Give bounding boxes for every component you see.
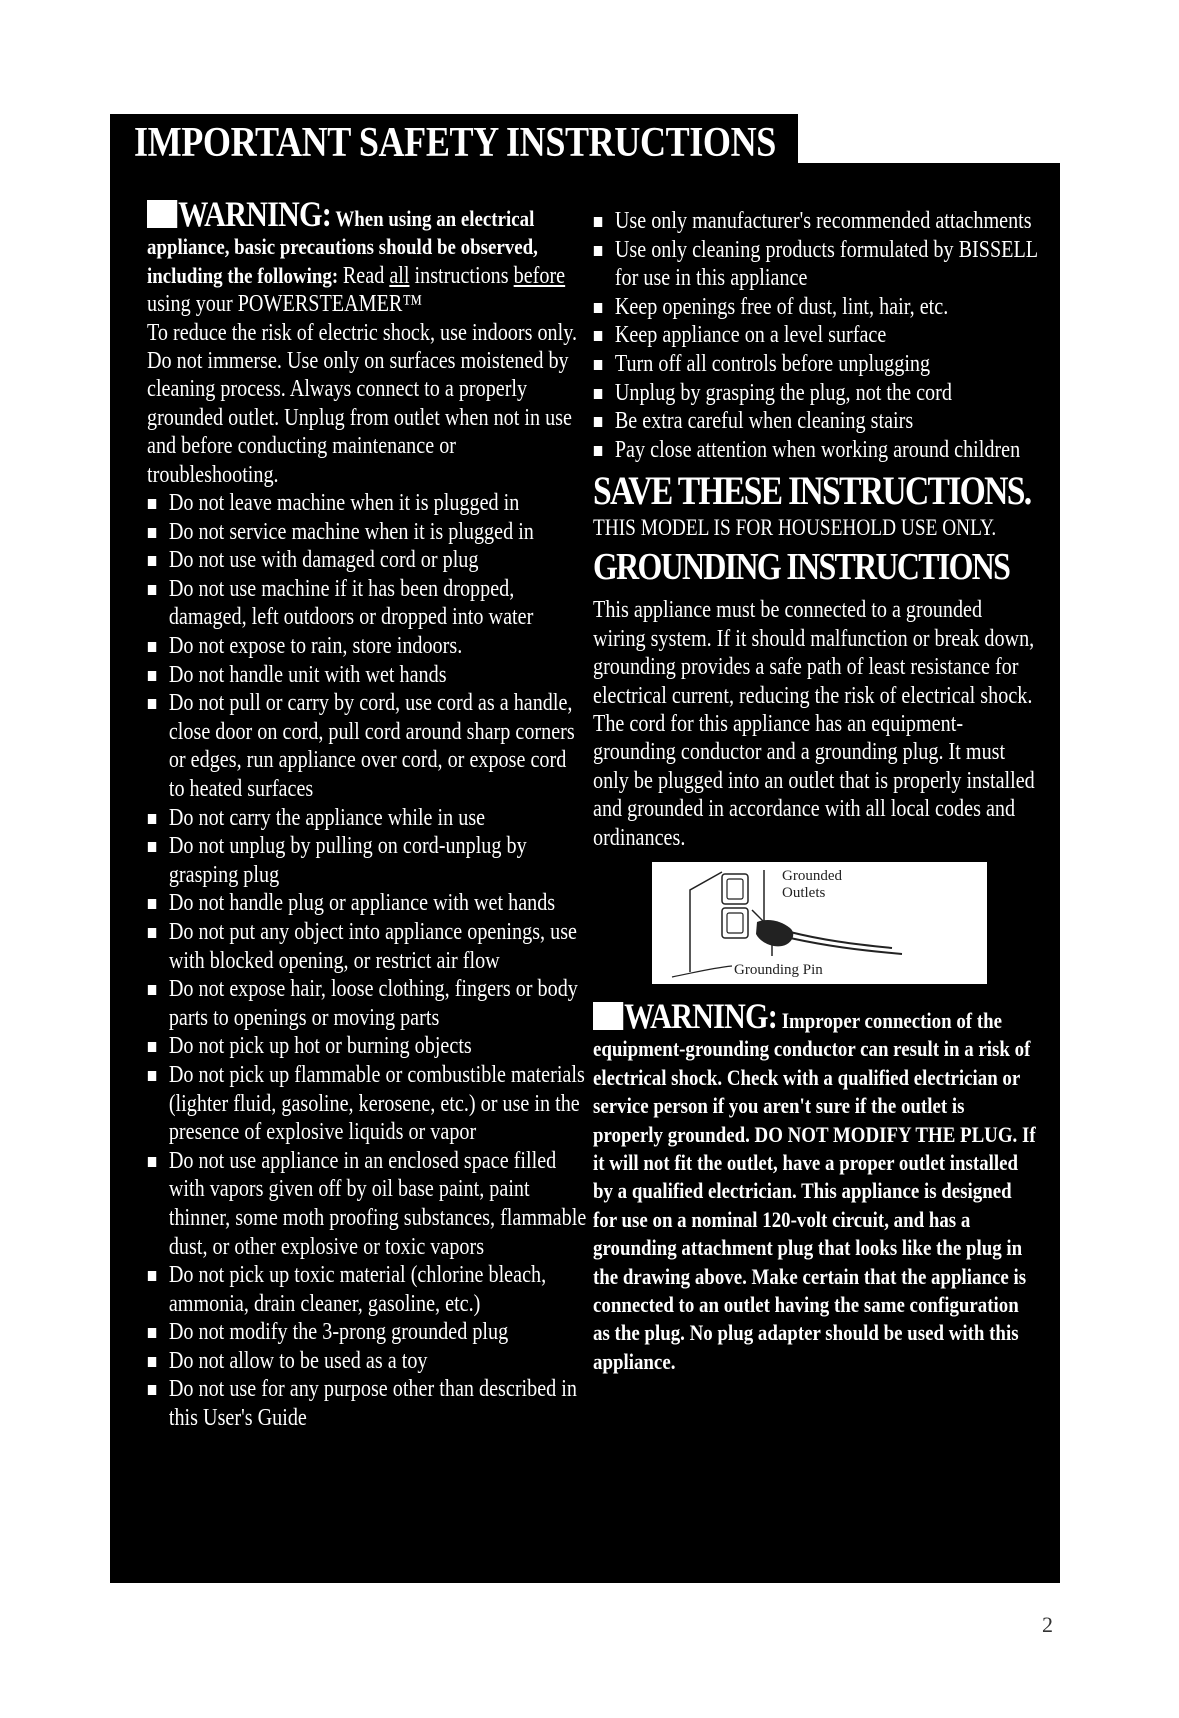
- left-bullet-item-text: Do not use appliance in an enclosed space filled with vapors given off by oil base paint, paint thinner, some moth proofing substances, flammable dust, or other explosive or toxic vapors: [168, 1147, 587, 1260]
- warning-marker-icon: [593, 1002, 623, 1030]
- grounding-title: GROUNDING INSTRUCTIONS: [593, 546, 1010, 589]
- left-bullet-item: [147, 975, 587, 1032]
- left-bullet-item: [147, 1061, 587, 1147]
- left-bullet-item: [147, 1261, 587, 1318]
- warning-lead-small: When using an electrical: [335, 206, 535, 231]
- left-bullet-item-text: Do not service machine when it is plugged in: [168, 518, 534, 545]
- right-bullet-item-text: Use only manufacturer's recommended attachments: [614, 208, 1032, 234]
- bullet-square-icon: [148, 642, 156, 652]
- bullet-square-icon: [594, 331, 602, 341]
- right-bullet-item: [593, 293, 1038, 322]
- right-bullet-item: [593, 379, 1038, 408]
- left-bullet-item: [147, 575, 587, 632]
- warning-word: WARNING:: [178, 194, 331, 234]
- bullet-square-icon: [148, 814, 156, 824]
- left-bullet-item: [147, 889, 587, 918]
- bullet-square-icon: [148, 1357, 156, 1367]
- bullet-square-icon: [594, 389, 602, 399]
- save-instructions-heading: SAVE THESE INSTRUCTIONS.: [593, 468, 1031, 514]
- warning-lead-bold: appliance, basic precautions should be observed, including the following:: [147, 234, 538, 288]
- using-text: using your POWERSTEAMER™: [147, 291, 423, 318]
- left-bullet-item-text: Do not carry the appliance while in use: [168, 804, 486, 831]
- right-bullet-item-text: Pay close attention when working around children: [614, 436, 1021, 463]
- right-bullet-item-text: Keep appliance on a level surface: [614, 322, 887, 349]
- bullet-square-icon: [148, 928, 156, 938]
- right-bullet-item: [593, 321, 1038, 350]
- left-bullet-item: [147, 661, 587, 690]
- bullet-square-icon: [148, 556, 156, 566]
- before-text: before: [513, 262, 566, 289]
- left-bullet-item: [147, 632, 587, 661]
- bullet-square-icon: [594, 217, 602, 227]
- bullet-square-icon: [148, 1271, 156, 1281]
- left-bullet-item: [147, 518, 587, 547]
- left-bullet-item-text: Do not pull or carry by cord, use cord as a handle, close door on cord, pull cord around sharp corners or edges, run appliance over cord, or expose cord to heated surfaces: [168, 690, 575, 802]
- bullet-square-icon: [148, 899, 156, 909]
- warning-word-2: WARNING:: [624, 996, 777, 1036]
- left-bullet-item-text: Do not put any object into appliance openings, use with blocked opening, or restrict air flow: [168, 918, 578, 974]
- warning-marker-icon: [147, 200, 177, 228]
- left-bullet-item-text: Do not use for any purpose other than described in this User's Guide: [168, 1376, 577, 1432]
- left-bullet-item-text: Do not use with damaged cord or plug: [168, 547, 479, 574]
- left-bullet-item: [147, 689, 587, 803]
- right-bullet-item: [593, 207, 1038, 236]
- bullet-square-icon: [148, 1328, 156, 1338]
- left-bullet-item-text: Do not handle plug or appliance with wet hands: [168, 890, 556, 917]
- page-title: IMPORTANT SAFETY INSTRUCTIONS: [134, 120, 776, 166]
- right-bullet-item-text: Unplug by grasping the plug, not the cord: [614, 379, 952, 406]
- left-bullet-item: [147, 804, 587, 833]
- right-bullet-item-text: Use only cleaning products formulated by BISSELL for use in this appliance: [614, 236, 1038, 292]
- right-column: [593, 207, 1038, 1376]
- left-bullet-item-text: Do not allow to be used as a toy: [168, 1347, 428, 1374]
- bullet-square-icon: [148, 699, 156, 709]
- grounded-outlets-label: Grounded Outlets: [782, 868, 842, 901]
- left-bullet-item-text: Do not leave machine when it is plugged in: [168, 490, 520, 517]
- bullet-square-icon: [594, 360, 602, 370]
- bullet-square-icon: [148, 499, 156, 509]
- right-bullet-item: [593, 407, 1038, 436]
- grounding-text: This appliance must be connected to a grounded wiring system. If it should malfunction or break down, grounding provides a safe path of least resistance for electrical current, reducing the risk of electrical shock. The cord for this appliance has an equipment-grounding conductor and a grounding plug. It must only be plugged into an outlet that is properly installed and grounded in accordance with all local codes and ordinances.: [593, 597, 1035, 851]
- warning-paragraph: To reduce the risk of electric shock, use indoors only. Do not immerse. Use only on surfaces moistened by cleaning process. Always connect to a properly grounded outlet. Unplug from outlet when not in use and before conducting maintenance or troubleshooting.: [147, 319, 578, 488]
- right-bullet-item: [593, 350, 1038, 379]
- right-bullet-item-text: Be extra careful when cleaning stairs: [614, 408, 914, 435]
- left-bullet-item: [147, 1375, 587, 1432]
- warning2-text: of the equipment-grounding conductor can result in a risk of electrical shock. Check with a qualified electrician or service person if you aren't sure if the outlet is properly grounded. DO NOT MODIFY THE PLUG. If it will not fit the outlet, have a proper outlet installed by a qualified electrician. This appliance is designed for use on a nominal 120-volt circuit, and has a grounding attachment plug that looks like the plug in the drawing above. Make certain that the appliance is connected to an outlet having the same configuration as the plug. No plug adapter should be used with this appliance.: [593, 1008, 1036, 1374]
- left-bullet-item: [147, 1318, 587, 1347]
- warning-grounding-block: [593, 996, 1038, 1376]
- bullet-square-icon: [148, 671, 156, 681]
- bullet-square-icon: [594, 246, 602, 256]
- left-bullet-item: [147, 1147, 587, 1261]
- left-bullet-item-text: Do not expose to rain, store indoors.: [168, 633, 463, 660]
- bullet-square-icon: [594, 417, 602, 427]
- warning2-lead: Improper connection: [781, 1008, 952, 1033]
- grounded-outlet-figure: [652, 862, 987, 984]
- left-bullet-item-text: Do not pick up flammable or combustible materials (lighter fluid, gasoline, kerosene, etc.) or use in the presence of explosive liquids or vapor: [168, 1061, 585, 1146]
- left-bullet-item: [147, 489, 587, 518]
- instructions-text: instructions: [414, 262, 509, 289]
- bullet-square-icon: [148, 1042, 156, 1052]
- bullet-square-icon: [148, 1385, 156, 1395]
- left-bullet-item-text: Do not handle unit with wet hands: [168, 661, 447, 688]
- right-bullet-item-text: Keep openings free of dust, lint, hair, etc.: [614, 293, 949, 320]
- warning-block: [147, 194, 587, 319]
- left-bullet-item: [147, 918, 587, 975]
- left-bullet-item: [147, 832, 587, 889]
- left-bullet-list: [147, 489, 587, 1433]
- right-bullet-item: [593, 236, 1038, 293]
- bullet-square-icon: [594, 446, 602, 456]
- grounding-pin-label: Grounding Pin: [734, 962, 823, 978]
- left-bullet-item-text: Do not modify the 3-prong grounded plug: [168, 1319, 509, 1346]
- left-bullet-item: [147, 1032, 587, 1061]
- page-number: 2: [1042, 1612, 1053, 1637]
- bullet-square-icon: [148, 1071, 156, 1081]
- bullet-square-icon: [148, 528, 156, 538]
- bullet-square-icon: [594, 303, 602, 313]
- bullet-square-icon: [148, 585, 156, 595]
- bullet-square-icon: [148, 985, 156, 995]
- read-text: Read: [342, 262, 385, 289]
- bullet-square-icon: [148, 842, 156, 852]
- left-bullet-item-text: Do not pick up hot or burning objects: [168, 1033, 472, 1060]
- left-bullet-item-text: Do not unplug by pulling on cord-unplug by grasping plug: [168, 833, 527, 888]
- left-bullet-item-text: Do not pick up toxic material (chlorine bleach, ammonia, drain cleaner, gasoline, etc.): [168, 1262, 547, 1317]
- left-bullet-item-text: Do not use machine if it has been dropped, damaged, left outdoors or dropped into water: [168, 575, 534, 631]
- left-bullet-item: [147, 546, 587, 575]
- left-column: [147, 194, 587, 1433]
- bullet-square-icon: [148, 1157, 156, 1167]
- left-bullet-item: [147, 1347, 587, 1376]
- right-bullet-item: [593, 436, 1038, 465]
- right-bullet-list: [593, 207, 1038, 464]
- household-use-note: THIS MODEL IS FOR HOUSEHOLD USE ONLY.: [593, 515, 997, 541]
- left-bullet-item-text: Do not expose hair, loose clothing, fingers or body parts to openings or moving parts: [168, 976, 578, 1031]
- right-bullet-item-text: Turn off all controls before unplugging: [614, 350, 931, 377]
- read-all: all: [389, 262, 410, 289]
